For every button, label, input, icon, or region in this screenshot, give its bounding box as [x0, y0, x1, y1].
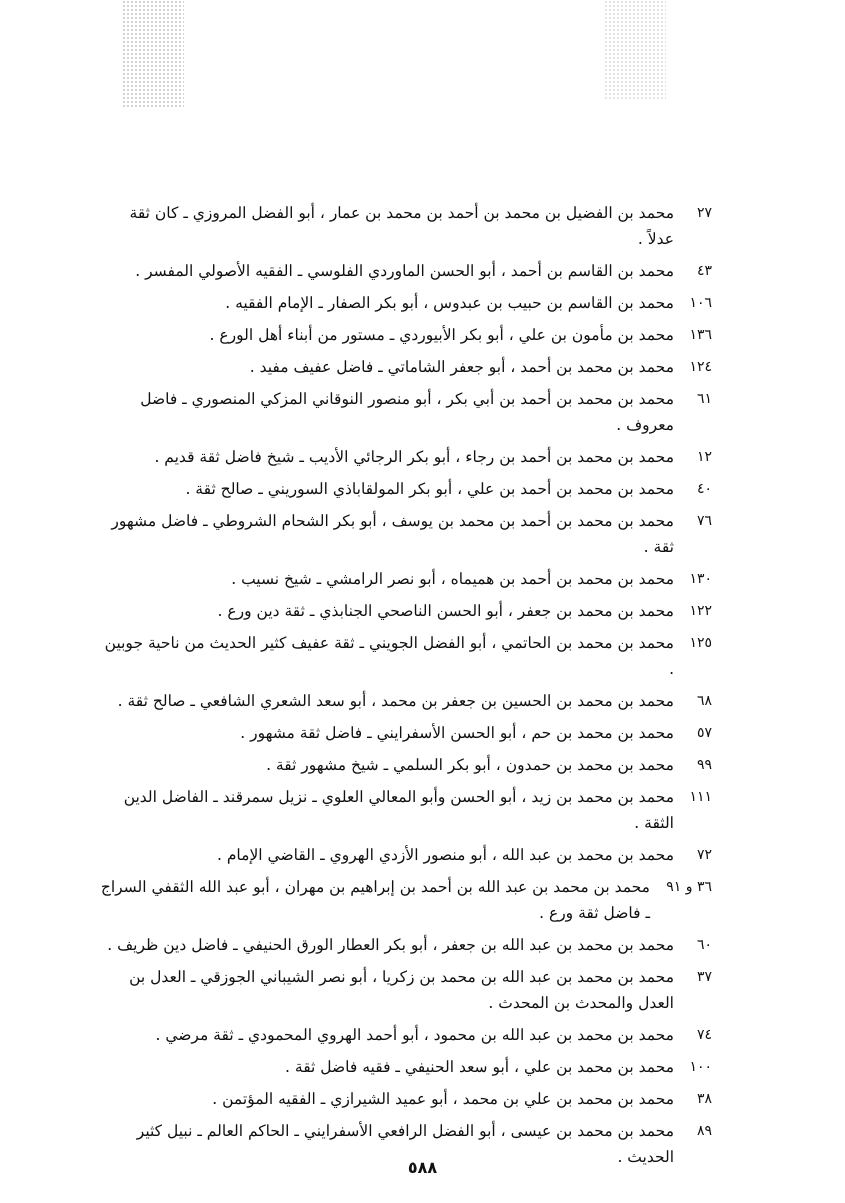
- list-item: [100, 322, 712, 348]
- entry-number: ١٢٥: [689, 635, 712, 651]
- entry-number: ٢٧: [696, 205, 712, 221]
- entry-text: محمد بن محمد بن عبد الله ، أبو منصور الأزدي الهروي ـ القاضي الإمام .: [216, 846, 674, 864]
- entry-text: محمد بن محمد بن أحمد بن علي ، أبو بكر المولقاباذي السوريني ـ صالح ثقة .: [185, 480, 674, 498]
- entry-text: محمد بن محمد بن أحمد ، أبو جعفر الشاماتي ـ فاضل عفيف مفيد .: [249, 358, 674, 376]
- list-item: [100, 874, 712, 926]
- list-item: [100, 688, 712, 714]
- entry-text: محمد بن محمد بن حمدون ، أبو بكر السلمي ـ شيخ مشهور ثقة .: [266, 756, 674, 774]
- scan-artifact: [122, 0, 184, 108]
- entry-number: ١٢: [696, 449, 712, 465]
- entry-number: ٦٠: [696, 937, 712, 953]
- list-item: [100, 386, 712, 438]
- entry-text: محمد بن القاسم بن أحمد ، أبو الحسن الماوردي الفلوسي ـ الفقيه الأصولي المفسر .: [135, 262, 674, 280]
- entry-text: محمد بن محمد بن أحمد بن أبي بكر ، أبو منصور النوقاني المزكي المنصوري ـ فاضل معروف .: [140, 390, 674, 434]
- entry-text: محمد بن محمد بن جعفر ، أبو الحسن الناصحي الجنابذي ـ ثقة دين ورع .: [217, 602, 674, 620]
- entry-text: محمد بن الفضيل بن محمد بن أحمد بن محمد بن عمار ، أبو الفضل المروزي ـ كان ثقة عدلاً .: [129, 204, 674, 248]
- entry-text: محمد بن محمد بن عبد الله بن محمود ، أبو أحمد الهروي المحمودي ـ ثقة مرضي .: [155, 1026, 674, 1044]
- entry-text: محمد بن محمد بن زيد ، أبو الحسن وأبو المعالي العلوي ـ نزيل سمرقند ـ الفاضل الدين الثقة .: [123, 788, 674, 832]
- entry-number: ١٠٦: [689, 295, 712, 311]
- list-item: [100, 354, 712, 380]
- list-item: [100, 1054, 712, 1080]
- scan-artifact: [604, 0, 666, 100]
- entry-number: ٨٩: [696, 1123, 712, 1139]
- entry-number: ٧٤: [696, 1027, 712, 1043]
- entry-number: ٦٨: [696, 693, 712, 709]
- entry-text: محمد بن مأمون بن علي ، أبو بكر الأبيوردي ـ مستور من أبناء أهل الورع .: [209, 326, 674, 344]
- entry-text: محمد بن محمد بن علي بن محمد ، أبو عميد الشيرازي ـ الفقيه المؤتمن .: [212, 1090, 674, 1108]
- list-item: [100, 1086, 712, 1112]
- list-item: [100, 964, 712, 1016]
- entry-number: ٧٦: [696, 513, 712, 529]
- list-item: [100, 476, 712, 502]
- list-item: [100, 720, 712, 746]
- narrator-index-list: [100, 200, 712, 1176]
- entry-number: ٤٠: [696, 481, 712, 497]
- entry-text: محمد بن محمد بن علي ، أبو سعد الحنيفي ـ فقيه فاضل ثقة .: [285, 1058, 674, 1076]
- entry-number: ١٢٢: [689, 603, 712, 619]
- entry-text: محمد بن محمد بن الحاتمي ، أبو الفضل الجويني ـ ثقة عفيف كثير الحديث من ناحية جوبين .: [104, 634, 674, 678]
- list-item: [100, 784, 712, 836]
- entry-number: ١٣٦: [689, 327, 712, 343]
- page-number: ٥٨٨: [407, 1158, 438, 1177]
- list-item: [100, 932, 712, 958]
- entry-text: محمد بن محمد بن عيسى ، أبو الفضل الرافعي الأسفرايني ـ الحاكم العالم ـ نبيل كثير الحديث .: [136, 1122, 674, 1166]
- list-item: [100, 290, 712, 316]
- list-item: [100, 598, 712, 624]
- list-item: [100, 1022, 712, 1048]
- list-item: [100, 842, 712, 868]
- entry-number: ٧٢: [696, 847, 712, 863]
- list-item: [100, 258, 712, 284]
- entry-number: ٦١: [696, 391, 712, 407]
- entry-text: محمد بن محمد بن أحمد بن محمد بن يوسف ، أبو بكر الشحام الشروطي ـ فاضل مشهور ثقة .: [111, 512, 674, 556]
- list-item: [100, 752, 712, 778]
- entry-number: ١٠٠: [689, 1059, 712, 1075]
- entry-text: محمد بن محمد بن عبد الله بن جعفر ، أبو بكر العطار الورق الحنيفي ـ فاضل دين ظريف .: [107, 936, 674, 954]
- entry-text: محمد بن محمد بن الحسين بن جعفر بن محمد ، أبو سعد الشعري الشافعي ـ صالح ثقة .: [117, 692, 674, 710]
- entry-text: محمد بن محمد بن أحمد بن هميماه ، أبو نصر الرامشي ـ شيخ نسيب .: [231, 570, 674, 588]
- entry-number: ٤٣: [696, 263, 712, 279]
- entry-number: ٥٧: [696, 725, 712, 741]
- list-item: [100, 508, 712, 560]
- list-item: [100, 630, 712, 682]
- entry-number: ١٢٤: [689, 359, 712, 375]
- list-item: [100, 444, 712, 470]
- list-item: [100, 566, 712, 592]
- entry-text: محمد بن محمد بن حم ، أبو الحسن الأسفرايني ـ فاضل ثقة مشهور .: [240, 724, 674, 742]
- entry-number: ٩٩: [696, 757, 712, 773]
- entry-number: ٣٦ و ٩١: [666, 879, 712, 895]
- entry-number: ٣٧: [696, 969, 712, 985]
- entry-text: محمد بن محمد بن أحمد بن رجاء ، أبو بكر الرجائي الأديب ـ شيخ فاضل ثقة قديم .: [154, 448, 674, 466]
- entry-text: محمد بن محمد بن عبد الله بن محمد بن زكريا ، أبو نصر الشيباني الجوزقي ـ العدل بن العدل والمحدث بن المحدث .: [129, 968, 674, 1012]
- entry-text: محمد بن محمد بن عبد الله بن أحمد بن إبراهيم بن مهران ، أبو عبد الله الثقفي السراج ـ فاضل ثقة ورع .: [100, 878, 650, 922]
- entry-number: ٣٨: [696, 1091, 712, 1107]
- entry-text: محمد بن القاسم بن حبيب بن عبدوس ، أبو بكر الصفار ـ الإمام الفقيه .: [225, 294, 674, 312]
- entry-number: ١٣٠: [689, 571, 712, 587]
- list-item: [100, 200, 712, 252]
- entry-number: ١١١: [689, 789, 712, 805]
